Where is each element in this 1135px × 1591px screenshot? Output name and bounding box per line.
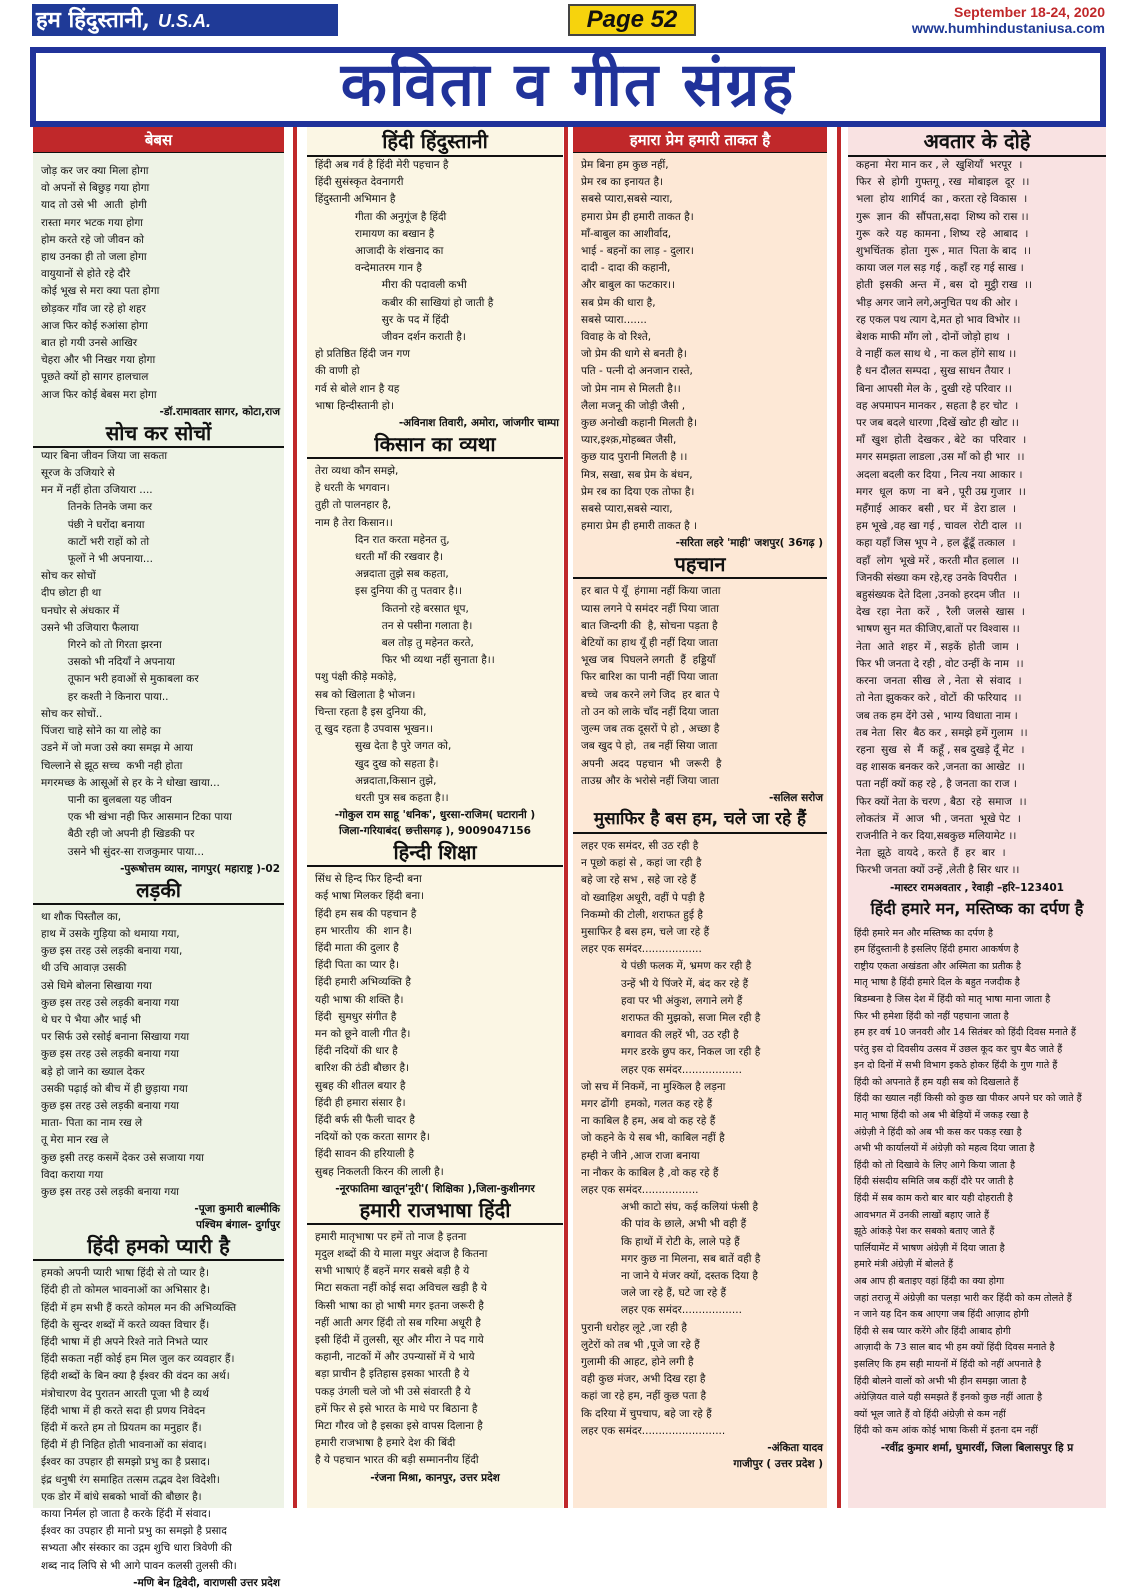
poem-title: हिंदी हिंदुस्तानी [307,127,563,157]
paper-name: हम हिंदुस्तानी, [36,7,150,33]
poem-author: -रवींद्र कुमार शर्मा, घुमारवीं, जिला बिलासपुर हि प्र [880,1441,1074,1454]
poem-body: हमको अपनी प्यारी भाषा हिंदी से तो प्यार है। हिंदी ही तो कोमल भावनाओं का अभिसार है। हिंदी में हम सभी हैं करते कोमल मन की अभिव्यक्ति हिंदी के सुन्दर शब्दों में करते व्यक्त विचार हैं। हिंदी भाषा में ही अपने रिश्ते नाते निभते प्यार हिंदी सकता नहीं कोई हम मिल जुल कर व्यवहार हैं। हिंदी शब्दों के बिन क्या है ईश्वर की वंदन का अर्थ। मंत्रोचारण वेद पुरातन आरती पूजा भी है व्यर्थ हिंदी भाषा में ही करते सदा ही प्रणय निवेदन हिंदी में करते हम तो प्रियतम का मनुहार हैं। हिंदी में ही निहित होती भावनाओं का संवाद। ईश्वर का उपहार ही समझो प्रभु का है प्रसाद। इंद्र धनुषी रंग समाहित तत्सम तद्भव देश विदेशी। एक डोर में बांधे सबको भावों की बौछार है। काया निर्मल हो जाता है करके हिंदी में संवाद। ईश्वर का उपहार ही मानो प्रभु का समझो है प्रसाद सभ्यता और संस्कार का उद्गम शुचि धारा त्रिवेणी की शब्द नाद लिपि से भी आगे पावन कलसी तुलसी की। [41,1267,237,1572]
poem-title: अवतार के दोहे [848,127,1106,157]
poem-body: हिंदी हमारे मन और मस्तिष्क का दर्पण है हम हिंदुस्तानी है इसलिए हिंदी हमारा आकर्षण है राष्ट्रीय एकता अखंडता और अस्मिता का प्रतीक है मातृ भाषा है हिंदी हमारे दिल के बहुत नजदीक है बिडम्बना है जिस देश में हिंदी को मातृ भाषा माना जाता है फिर भी हमेशा हिंदी को नहीं पहचाना जाता है हम हर वर्ष 10 जनवरी और 14 सितंबर को हिंदी दिवस मनाते हैं परंतु इस दो दिवसीय उत्सव में उछल कूद कर चुप बैठ जाते हैं इन दो दिनों में सभी विभाग इकठे होकर हिंदी के गुण गाते हैं हिंदी को अपनाते हैं हम यही सब को दिखलाते हैं हिंदी का ख्याल नहीं किसी को कुछ खा पीकर अपने घर को जाते हैं मातृ भाषा हिंदी को अब भी बेड़ियों में जकड़ रखा है अंग्रेज़ी ने हिंदी को अब भी कस कर पकड़ रखा है अभी भी कार्यालयों में अंग्रेज़ी को महत्व दिया जाता है हिंदी को तो दिखावे के लिए आगे किया जाता है हिंदी संसदीय समिति जब कहीं दौरे पर जाती है हिंदी में सब काम करो बार बार यही दोहराती है आवभगत में उनकी लाखों बहाए जाते हैं झूठे आंकड़े पेश कर सबको बताए जाते हैं पार्लियामेंट में भाषण अंग्रेज़ी में दिया जाता है हमारे मंत्री अंग्रेज़ी में बोलते हैं अब आप ही बताइए वहां हिंदी का क्या होगा जहां तराजू में अंग्रेज़ी का पलड़ा भारी कर हिंदी को कम तोलते हैं न जाने यह दिन कब आएगा जब हिंदी आज़ाद होगी हिंदी से सब प्यार करेंगे और हिंदी आबाद होगी आज़ादी के 73 साल बाद भी हम क्यों हिंदी दिवस मनाते है इसलिए कि हम सही मायनों में हिंदी को नहीं अपनाते है हिंदी बोलने वालों को अभी भी हीन समझा जाता है अंग्रेज़ियत वाले यही समझते हैं इनको कुछ नहीं आता है क्यों भूल जाते हैं वो हिंदी अंग्रेज़ी से कम नहीं हिंदी को कम आंक कोई भाषा किसी में इतना दम नहीं [854,927,1082,1437]
page-number: Page 52 [568,4,696,36]
issue-date: September 18-24, 2020 [954,4,1105,20]
poem-author-location: गाजीपुर ( उत्तर प्रदेश ) [733,1458,823,1471]
section-banner [30,47,1106,127]
poem-body: प्यार बिना जीवन जिया जा सकता सूरज के उजियारे से मन में नहीं होता उजियारा .... तिनके तिनके जमा कर पंछी ने घरोंदा बनाया काटों भरी राहों को तो फूलों ने भी अपनाया... सोच कर सोचों दीप छोटा ही था घनघोर से अंधकार में उसने भी उजियारा फैलाया गिरने को तो गिरता झरना उसको भी नदियाँ ने अपनाया तूफान भरी हवाओं से मुकाबला कर हर कश्ती ने किनारा पाया.. सोच कर सोचों.. पिंजरा चाहे सोने का या लोहे का उडने में जो मजा उसे क्या समझ मे आया चिल्लाने से झूठ सच्च कभी नही होता मगरमच्छ के आसूओं से हर के ने धोखा खाया... पानी का बुलबला यह जीवन एक भी खंभा नही फिर आसमान टिका पाया बैठी रही जो अपनी ही खिडकी पर उसने भी सुंदर-सा राजकुमार पाया... [41,449,232,858]
poem-title: हमारी राजभाषा हिंदी [307,1197,563,1225]
poem-body: प्रेम बिना हम कुछ नहीं, प्रेम रब का इनायत है। सबसे प्यारा,सबसे न्यारा, हमारा प्रेम ही हमारी ताकत है। माँ-बाबुल का आशीर्वाद, भाई - बहनों का लाड़ - दुलार। दादी - दादा की कहानी, और बाबुल का फटकार।। सब प्रेम की धारा है, सबसे प्यारा....... विवाह के वो रिश्ते, जो प्रेम की धागे से बनती है। पति - पत्नी दो अनजान रास्ते, जो प्रेम नाम से मिलती है।। लैला मजनू की जोड़ी जैसी , कुछ अनोखी कहानी मिलती है। प्यार,इश्क़,मोहब्बत जैसी, कुछ याद पुरानी मिलती है ।। मित्र, सखा, सब प्रेम के बंधन, प्रेम रब का दिया एक तोफा है। सबसे प्यारा,सबसे न्यारा, हमारा प्रेम ही हमारी ताकत है । [581,159,698,533]
poem-body: हर बात पे यूँ हंगामा नहीं किया जाता प्यास लगने पे समंदर नहीं पिया जाता बात जिन्दगी की है, सोचना पड़ता है बेटियों का हाथ यूँ ही नहीं दिया जाता भूख जब पिघलने लगती हैं हड्डियाँ फिर बारिश का पानी नहीं पिया जाता बच्चे जब करने लगे जिद हर बात पे तो उन को लाके चाँद नहीं दिया जाता जुल्म जब तक दूसरों पे हो , अच्छा है जब खुद पे हो, तब नहीं सिया जाता अपनी अदद पहचान भी जरूरी है ताउम्र और के भरोसे नहीं जिया जाता [581,585,722,787]
poem-author-location: जिला-गरियाबंद( छत्तीसगढ़ ), 9009047156 [339,825,531,838]
poem-author: -अविनाश तिवारी, अमोरा, जांजगीर चाम्पा [398,417,559,430]
poem-title: हिन्दी शिक्षा [307,839,563,867]
poem-title: हिंदी हमारे मन, मस्तिष्क का दर्पण है [870,898,1084,918]
poem-author: -मास्टर रामअवतार , रेवाड़ी –हरि–123401 [890,881,1064,894]
poem-author: -रंजना मिश्रा, कानपुर, उत्तर प्रदेश [370,1471,500,1484]
poem-title: किसान का व्यथा [307,431,563,459]
website-link[interactable]: www.humhindustaniusa.com [911,20,1105,36]
poem-title: बेबस [33,127,284,153]
poem-title: पहचान [573,551,827,579]
poem-title: हिंदी हमको प्यारी है [33,1233,284,1261]
poem-author: -डॉ.रामावतार सागर, कोटा,राज [159,405,280,418]
poem-title: लड़की [33,877,284,905]
header-info [912,4,1105,36]
poem-body: था शौक पिस्तौल का, हाथ में उसके गुड़िया को थमाया गया, कुछ इस तरह उसे लड़की बनाया गया, थी उचि आवाज़ उसकी उसे धिमे बोलना सिखाया गया कुछ इस तरह उसे लड़की बनाया गया थे घर पे भैया और भाई भी पर सिर्फ उसे रसोई बनाना सिखाया गया कुछ इस तरह उसे लड़की बनाया गया बड़े हो जाने का ख्याल देकर उसकी पढ़ाई को बीच में ही छुड़ाया गया कुछ इस तरह उसे लड़की बनाया गया माता- पिता का नाम रख ले तू मेरा मान रख ले कुछ इसी तरह कसमें देकर उसे सजाया गया विदा कराया गया कुछ इस तरह उसे लड़की बनाया गया [41,910,204,1198]
poem-body: सिंध से हिन्द फिर हिन्दी बना कई भाषा मिलकर हिंदी बना। हिंदी हम सब की पहचान है हम भारतीय की शान है। हिंदी माता की दुलार है हिंदी पिता का प्यार है। हिंदी हमारी अभिव्यक्ति है यही भाषा की शक्ति है। हिंदी सुमधुर संगीत है मन को छूने वाली गीत है। हिंदी नदियों की धार है बारिश की ठंडी बौछार है। सुबह की शीतल बयार है हिंदी ही हमारा संसार है। हिंदी बर्फ सी फैली चादर है नदियों को एक करता सागर है। हिंदी सावन की हरियाली है सुबह निकलती किरन की लाली है। [315,873,444,1178]
poem-body: जोड़ कर जर क्या मिला होगा वो अपनों से बिछुड़ गया होगा याद तो उसे भी आती होगी रास्ता मगर भटक गया होगा होम करते रहे जो जीवन को हाथ उनका ही तो जला होगा वायुयानों से होते रहे दौरे कोई भूख से मरा क्या पता होगा छोड़कर गाँव जा रहे हो शहर आज फिर कोई रुआंसा होगा बात हो गयी उनसे आखिर चेहरा और भी निखर गया होगा पूछते क्यों हो सागर हालचाल आज फिर कोई बेबस मरा होगा [41,165,160,401]
poem-title: सोच कर सोचों [33,420,284,448]
column-divider [564,127,568,1508]
poem-body: लहर एक समंदर, सी उठ रही है न पूछो कहां से , कहां जा रही है बहे जा रहे सभ , सहे जा रहे हैं वो ख्वाहिश अधूरी, वहीं पे पड़ी है निकम्मो की टोली, शराफत हुई है मुसाफिर है बस हम, चले जा रहे हैं लहर एक समंदर.................. ये पंछी फलक में, भ्रमण कर रही है उन्हें भी ये पिंजरे में, बंद कर रहे हैं हवा पर भी अंकुश, लगाने लगे हैं शराफत की मुझको, सजा मिल रही है बगावत की लहरें भी, उठ रही है मगर डरके छुप कर, निकल जा रही है लहर एक समंदर.................. जो सच में निकमें, ना मुश्किल है लड़ना मगर ढोंगी हमको, गलत कह रहे हैं ना काबिल है हम, अब वो कह रहे हैं जो कहने के ये सब भी, काबिल नहीं है हम्ही ने जीने ,आज राजा बनाया ना नौकर के काबिल है ,वो कह रहे हैं लहर एक समंदर................. अभी काटो संघ, कई कलियां फंसी है की पांव के छाले, अभी भी वही हैं कि हाथों में रोटी के, लाले पड़े हैं मगर कुछ ना मिलना, सब बातें वही है ना जाने ये मंजर क्यों, दस्तक दिया है जले जा रहे हैं, घटे जा रहे हैं लहर एक समंदर.................. पुरानी धरोहर लूटे ,जा रही है लुटेरों को तब भी ,पूजे जा रहे हैं गुलामी की आहट, होने लगी है वही कुछ मंजर, अभी दिख रहा है कहां जा रहे हम, नहीं कुछ पता है कि दरिया में चुपचाप, बहे जा रहे हैं लहर एक समंदर......................... [581,839,761,1437]
poem-body: तेरा व्यथा कौन समझे, हे धरती के भगवान। तुही तो पालनहार है, नाम है तेरा किसान।। दिन रात करता महेनत तु, धरती माँ की रखवार है। अन्नदाता तुझे सब कहता, इस दुनिया की तु पतवार है।। कितनो रहे बरसात धूप, तन से पसीना गलाता है। बल तोड़ तु महेनत करते, फिर भी व्यथा नहीं सुनाता है।। पशु पंक्षी कीड़े मकोड़े, सब को खिलाता है भोजन। चिन्ता रहता है इस दुनिया की, तू खुद रहता है उपवास भूखन।। सुख देता है पुरे जगत को, खुद दुख को सहता है। अन्नदाता,किसान तुझे, धरती पुत्र सब कहता है।। [315,465,495,804]
column-divider [293,127,297,1508]
column-3 [573,127,827,1508]
poem-title: हमारा प्रेम हमारी ताकत है [573,127,827,153]
poem-title: मुसाफिर है बस हम, चले जा रहे हैं [573,806,827,834]
section-title: कविता व गीत संग्रह [340,50,796,120]
poem-author: -मणि बेन द्विवेदी, वाराणसी उत्तर प्रदेश [133,1576,280,1589]
column-1 [33,127,284,1589]
paper-country: U.S.A. [157,11,211,31]
poem-author: -गोकुल राम साहू 'धनिक', धुरसा-राजिम( घटारानी ) [334,809,536,822]
poem-body: कहना मेरा मान कर , ले खुशियाँ भरपूर । फिर से होगी गुफ्तगू , रख मोबाइल दूर ।। भला होय शागिर्द का , करता रहे विकास । गुरू ज्ञान की सौंपता,सदा शिष्य को रास ।। गुरू करे यह कामना , शिष्य रहे आबाद । शुभचिंतक होता गुरू , मात पिता के बाद ।। काया जल गल सड़ गई , कहाँ रह गई साख । होती इसकी अन्त में , बस दो मुट्ठी राख ।। भीड़ अगर जाने लगे,अनुचित पथ की ओर । रह एकल पथ त्याग दे,मत हो भाव विभोर ।। बेशक माफी माँग लो , दोनों जोड़ो हाथ । वे नाहीं कल साथ थे , ना कल होंगे साथ ।। है धन दौलत सम्पदा , सुख साधन तैयार । बिना आपसी मेल के , दुखी रहे परिवार ।। वह अपमापन मानकर , सहता है हर चोट । पर जब बदले धारणा ,दिखें खोट ही खोट ।। माँ खुश होती देखकर , बेटे का परिवार । मगर समझता लाडला ,उस माँ को ही भार ।। अदला बदली कर दिया , नित्य नया आकार । मगर धूल कण ना बने , पूरी उम्र गुजार ।। महँगाई आकर बसी , घर में डेरा डाल । हम भूखे ,वह खा गई , चावल रोटी दाल ।। कहा यहाँ जिस भूप ने , हल ढूँढूँ तत्काल । वहाँ लोग भूखे मरें , करती मौत हलाल ।। जिनकी संख्या कम रहे,रह उनके विपरीत । बहुसंख्यक देते दिला ,उनको हरदम जीत ।। देख रहा नेता करें , रैली जलसे खास । भाषण सुन मत कीजिए,बातों पर विश्वास ।। नेता आते शहर में , सड़कें होती जाम । फिर भी जनता दे रही , वोट उन्हीं के नाम ।। करना जनता सीख ले , नेता से संवाद । तो नेता झुककर करे , वोटों की फरियाद ।। जब तक हम देंगे उसे , भाग्य विधाता नाम । तब नेता सिर बैठ कर , समझे हमें गुलाम ।। रहना सुख से मैं कहूँ , सब दुखड़े दूँ मेट । वह शासक बनकर करे ,जनता का आखेट ।। पता नहीं क्यों कह रहे , है जनता का राज । फिर क्यों नेता के चरण , बैठा रहे समाज ।। लोकतंत्र में आज भी , जनता भूखे पेट । राजनीति ने कर दिया,सबकुछ मलियामेट ।। नेता झूठे वायदे , करते हैं हर बार । फिरभी जनता क्यों उन्हें ,लेती है सिर धार ।। [856,159,1033,877]
column-4 [848,127,1106,1508]
poem-author: -पुरूषोत्तम व्यास, नागपुर( महाराष्ट्र )-02 [120,862,280,875]
poem-author: -सलिल सरोज [769,791,823,804]
poem-author: -पूजा कुमारी बाल्मीकि [194,1203,280,1216]
poem-author: -नूरफातिमा खातून'नूरी'( शिक्षिका ),जिला-कुशीनगर [335,1182,535,1195]
poem-author-location: पश्चिम बंगाल- दुर्गापुर [196,1219,280,1232]
poem-body: हमारी मातृभाषा पर हमें तो नाज है इतना मृदुल शब्दों की ये माला मधुर अंदाज है कितना सभी भाषाएं हैं बहनें मगर सबसे बड़ी है ये मिटा सकता नहीं कोई सदा अविचल खड़ी है ये किसी भाषा का हो भाषी मगर इतना जरूरी है नहीं आती अगर हिंदी तो सब गरिमा अधूरी है इसी हिंदी में तुलसी, सूर और मीरा ने पद गाये कहानी, नाटकों में और उपन्यासों में ये भाये बड़ा प्राचीन है इतिहास इसका भारती है ये पकड़ उंगली चले जो भी उसे संवारती है ये हमें फिर से इसे भारत के माथे पर बिठाना है मिटा गौरव जो है इसका इसे वापस दिलाना है हमारी राजभाषा है हमारे देश की बिंदी है ये पहचान भारत की बड़ी सम्माननीय हिंदी [315,1230,488,1467]
poem-body: हिंदी अब गर्व है हिंदी मेरी पहचान है हिंदी सुसंस्कृत देवनागरी हिंदुस्तानी अभिमान है गीता की अनुगूंज है हिंदी रामायण का बखान है आजादी के शंखनाद का वन्देमातरम गान है मीरा की पदावली कभी कबीर की साखियां हो जाती है सुर के पद में हिंदी जीवन दर्शन कराती है। हो प्रतिष्ठित हिंदी जन गण की वाणी हो गर्व से बोले शान है यह भाषा हिन्दीस्तानी हो। [315,159,494,412]
masthead-title [32,4,338,36]
poem-author: -अंकिता यादव [767,1442,823,1455]
poem-author: -सरिता लहरे 'माही' जशपुर( 36गढ़ ) [675,537,823,550]
column-2 [307,127,563,1508]
column-divider [837,127,841,1508]
